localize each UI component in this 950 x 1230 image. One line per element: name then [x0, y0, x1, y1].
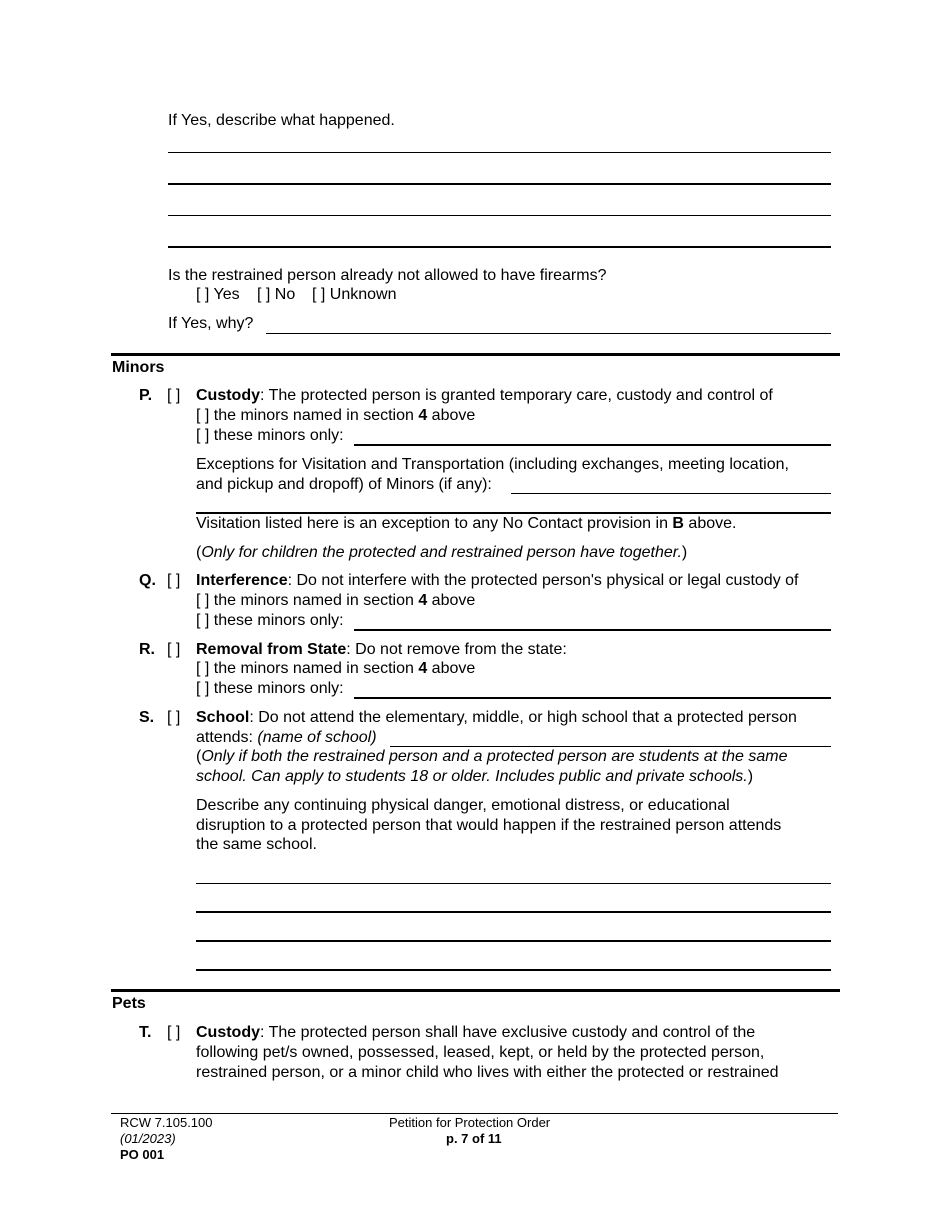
item-q-checkbox[interactable]: [ ] [167, 572, 181, 589]
item-q-letter: Q. [139, 572, 156, 589]
item-p-option-named-minors[interactable]: [ ] the minors named in section 4 above [196, 407, 476, 424]
footer-rcw: RCW 7.105.100 [120, 1115, 213, 1130]
item-t-text-3: restrained person, or a minor child who lives with either the protected or restrained [196, 1064, 779, 1081]
section-divider-pets [111, 989, 840, 992]
item-p-checkbox[interactable]: [ ] [167, 387, 181, 404]
exceptions-text-1: Exceptions for Visitation and Transportation (including exchanges, meeting location, [196, 456, 789, 473]
firearms-yes-checkbox[interactable]: [ ] Yes [196, 286, 240, 303]
item-r-letter: R. [139, 641, 155, 658]
exceptions-field-1[interactable] [511, 493, 831, 494]
firearms-unknown-checkbox[interactable]: [ ] Unknown [312, 286, 397, 303]
school-name-field[interactable] [390, 746, 831, 747]
footer-page-number: p. 7 of 11 [446, 1131, 502, 1146]
school-describe-field-1[interactable] [196, 883, 831, 884]
describe-prompt: If Yes, describe what happened. [168, 112, 395, 129]
why-prompt: If Yes, why? [168, 315, 254, 332]
item-p-letter: P. [139, 387, 153, 404]
item-q-minors-field[interactable] [354, 629, 831, 631]
describe-line-3[interactable] [168, 215, 831, 216]
firearms-question: Is the restrained person already not allowed to have firearms? [168, 267, 607, 284]
item-t-text-1: Custody: The protected person shall have exclusive custody and control of the [196, 1024, 756, 1041]
school-describe-field-3[interactable] [196, 940, 831, 942]
school-describe-field-2[interactable] [196, 911, 831, 913]
school-note-2: school. Can apply to students 18 or older. Includes public and private schools.) [196, 768, 754, 785]
describe-line-1[interactable] [168, 152, 831, 153]
item-t-letter: T. [139, 1024, 152, 1041]
item-q-option-named-minors[interactable]: [ ] the minors named in section 4 above [196, 592, 476, 609]
children-together-note: (Only for children the protected and restrained person have together.) [196, 544, 688, 561]
item-t-checkbox[interactable]: [ ] [167, 1024, 181, 1041]
item-s-checkbox[interactable]: [ ] [167, 709, 181, 726]
item-r-minors-field[interactable] [354, 697, 831, 699]
item-t-text-2: following pet/s owned, possessed, leased, kept, or held by the protected person, [196, 1044, 765, 1061]
school-describe-3: the same school. [196, 836, 317, 853]
why-field[interactable] [266, 333, 831, 334]
item-p-text: Custody: The protected person is granted temporary care, custody and control of [196, 387, 773, 404]
footer-form-number: PO 001 [120, 1147, 165, 1162]
footer-title: Petition for Protection Order [389, 1115, 551, 1130]
item-r-option-named-minors[interactable]: [ ] the minors named in section 4 above [196, 660, 476, 677]
describe-line-2[interactable] [168, 183, 831, 185]
item-q-option-these-minors[interactable]: [ ] these minors only: [196, 612, 344, 629]
exceptions-field-2[interactable] [196, 512, 831, 514]
item-q-text: Interference: Do not interfere with the protected person's physical or legal custody of [196, 572, 799, 589]
item-r-option-these-minors[interactable]: [ ] these minors only: [196, 680, 344, 697]
item-s-text: School: Do not attend the elementary, middle, or high school that a protected person [196, 709, 797, 726]
item-r-checkbox[interactable]: [ ] [167, 641, 181, 658]
section-divider-minors [111, 353, 840, 356]
item-s-letter: S. [139, 709, 155, 726]
pets-heading: Pets [112, 995, 146, 1012]
item-s-attends: attends: (name of school) [196, 729, 377, 746]
item-p-option-these-minors[interactable]: [ ] these minors only: [196, 427, 344, 444]
school-describe-1: Describe any continuing physical danger, emotional distress, or educational [196, 797, 730, 814]
school-describe-field-4[interactable] [196, 969, 831, 971]
exceptions-text-2: and pickup and dropoff) of Minors (if any): [196, 476, 492, 493]
firearms-no-checkbox[interactable]: [ ] No [257, 286, 296, 303]
school-describe-2: disruption to a protected person that would happen if the restrained person attends [196, 817, 782, 834]
describe-line-4[interactable] [168, 246, 831, 248]
item-p-minors-field[interactable] [354, 444, 831, 446]
minors-heading: Minors [112, 359, 165, 376]
footer-rule [111, 1113, 838, 1114]
visitation-note: Visitation listed here is an exception to any No Contact provision in B above. [196, 515, 737, 532]
footer-date: (01/2023) [120, 1131, 176, 1146]
school-note-1: (Only if both the restrained person and a protected person are students at the same [196, 748, 788, 765]
item-r-text: Removal from State: Do not remove from the state: [196, 641, 567, 658]
